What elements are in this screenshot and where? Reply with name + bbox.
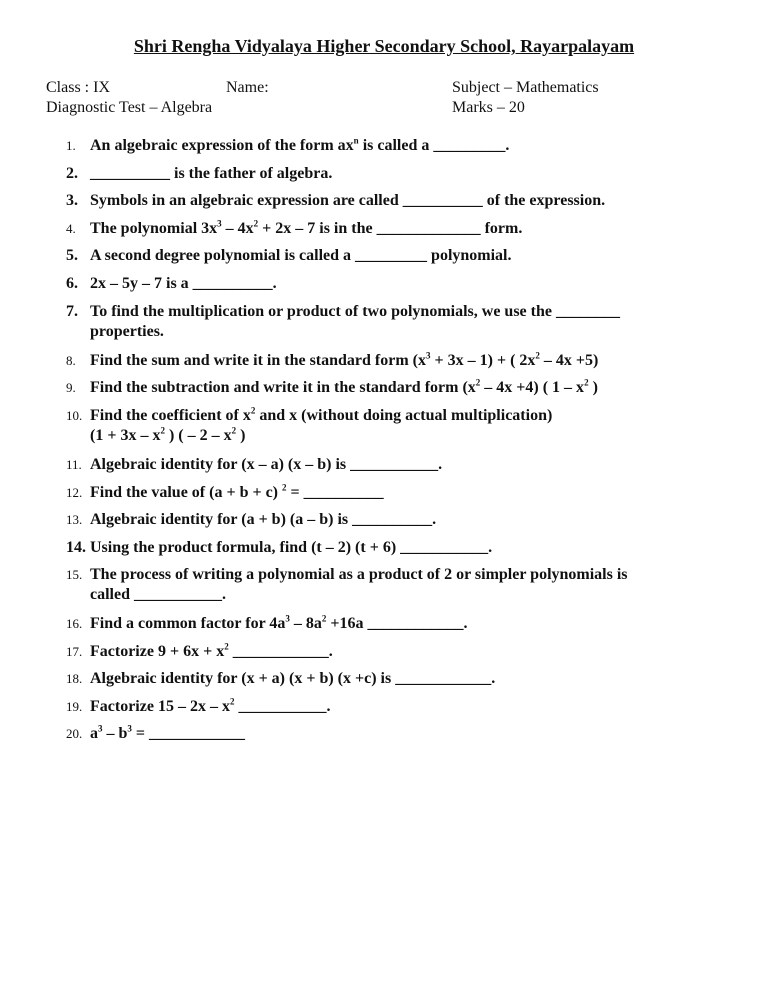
question-text: The polynomial $3x^3 - 4x^2 + 2x - 7$ is in the _____________ form. xyxy=(90,218,523,237)
test-label: Diagnostic Test – Algebra xyxy=(46,99,213,116)
question-item xyxy=(0,614,768,634)
question-item xyxy=(0,351,768,371)
question-text: Find the subtraction and write it in the standard form $(x^2 - 4x +4)$ ( $1 - x^2$ ) xyxy=(90,377,598,396)
question-text: Algebraic identity for (a + b) (a – b) is __________. xyxy=(90,511,437,528)
question-number: 16. xyxy=(66,616,83,631)
question-item xyxy=(0,483,768,503)
question-item xyxy=(0,219,768,239)
question-number: 11. xyxy=(66,457,82,472)
question-number: 1. xyxy=(66,138,76,153)
question-number: 18. xyxy=(66,671,83,686)
class-label: Class : IX xyxy=(46,79,110,96)
school-title: Shri Rengha Vidyalaya Higher Secondary School, Rayarpalayam xyxy=(133,36,635,56)
question-item xyxy=(0,538,768,558)
question-text: Using the product formula, find (t – 2) (t + 6) ___________. xyxy=(90,539,493,556)
question-text: $a^3 - b^3$ = ____________ xyxy=(90,723,246,742)
question-number: 13. xyxy=(66,512,83,527)
question-number: 15. xyxy=(66,567,83,582)
question-number: 7. xyxy=(66,303,78,320)
question-item xyxy=(0,164,768,184)
question-item xyxy=(0,455,768,475)
question-item xyxy=(0,669,768,689)
question-item xyxy=(0,274,768,294)
question-item xyxy=(0,724,768,744)
question-number: 20. xyxy=(66,726,83,741)
question-number: 3. xyxy=(66,192,78,209)
question-item xyxy=(0,510,768,530)
question-text: Factorize $9 + 6x + x^2$ ____________. xyxy=(90,641,333,660)
question-item xyxy=(0,136,768,156)
question-text: Find the value of (a + b + c) $^2$ = __________ xyxy=(90,482,384,501)
question-text: The process of writing a polynomial as a product of 2 or simpler polynomials is called ___________. xyxy=(90,566,628,603)
question-number: 19. xyxy=(66,699,83,714)
question-item xyxy=(0,246,768,266)
question-number: 9. xyxy=(66,380,76,395)
question-item xyxy=(0,378,768,398)
question-text: 2x – 5y – 7 is a __________. xyxy=(90,275,277,292)
question-text: Factorize $15 - 2x - x^2$ ___________. xyxy=(90,696,331,715)
question-item xyxy=(0,302,768,342)
question-number: 8. xyxy=(66,353,76,368)
question-text: __________ is the father of algebra. xyxy=(90,165,333,182)
question-text: An algebraic expression of the form $ax^n$ is called a _________. xyxy=(90,135,510,154)
question-text: Symbols in an algebraic expression are called __________ of the expression. xyxy=(90,192,606,209)
subject-label: Subject – Mathematics xyxy=(452,79,599,96)
question-item xyxy=(0,191,768,211)
question-text: Find the sum and write it in the standard form $(x^3 + 3x - 1)$ + ( $2x^2 - 4x +5$) xyxy=(90,350,599,369)
question-text: To find the multiplication or product of two polynomials, we use the ________ properties. xyxy=(90,303,620,340)
question-number: 14. xyxy=(66,539,86,556)
question-text: Find the coefficient of $x^2$ and x (without doing actual multiplication) ($1 + 3x - x^2$ ) ( – $2 - x^2$ ) xyxy=(90,405,553,444)
name-label: Name: xyxy=(226,79,269,96)
question-text: Algebraic identity for (x – a) (x – b) is ___________. xyxy=(90,456,443,473)
marks-label: Marks – 20 xyxy=(452,99,525,116)
question-number: 10. xyxy=(66,408,83,423)
question-number: 12. xyxy=(66,485,83,500)
question-text: Find a common factor for $4a^3 - 8a^2 +16a$ ____________. xyxy=(90,613,468,632)
question-item xyxy=(0,565,768,605)
question-number: 2. xyxy=(66,165,78,182)
question-number: 17. xyxy=(66,644,83,659)
question-number: 4. xyxy=(66,221,76,236)
question-text: Algebraic identity for (x + a) (x + b) (x +c) is ____________. xyxy=(90,670,496,687)
question-item xyxy=(0,406,768,446)
question-number: 6. xyxy=(66,275,78,292)
question-item xyxy=(0,697,768,717)
question-number: 5. xyxy=(66,247,78,264)
question-item xyxy=(0,642,768,662)
question-text: A second degree polynomial is called a _________ polynomial. xyxy=(90,247,512,264)
